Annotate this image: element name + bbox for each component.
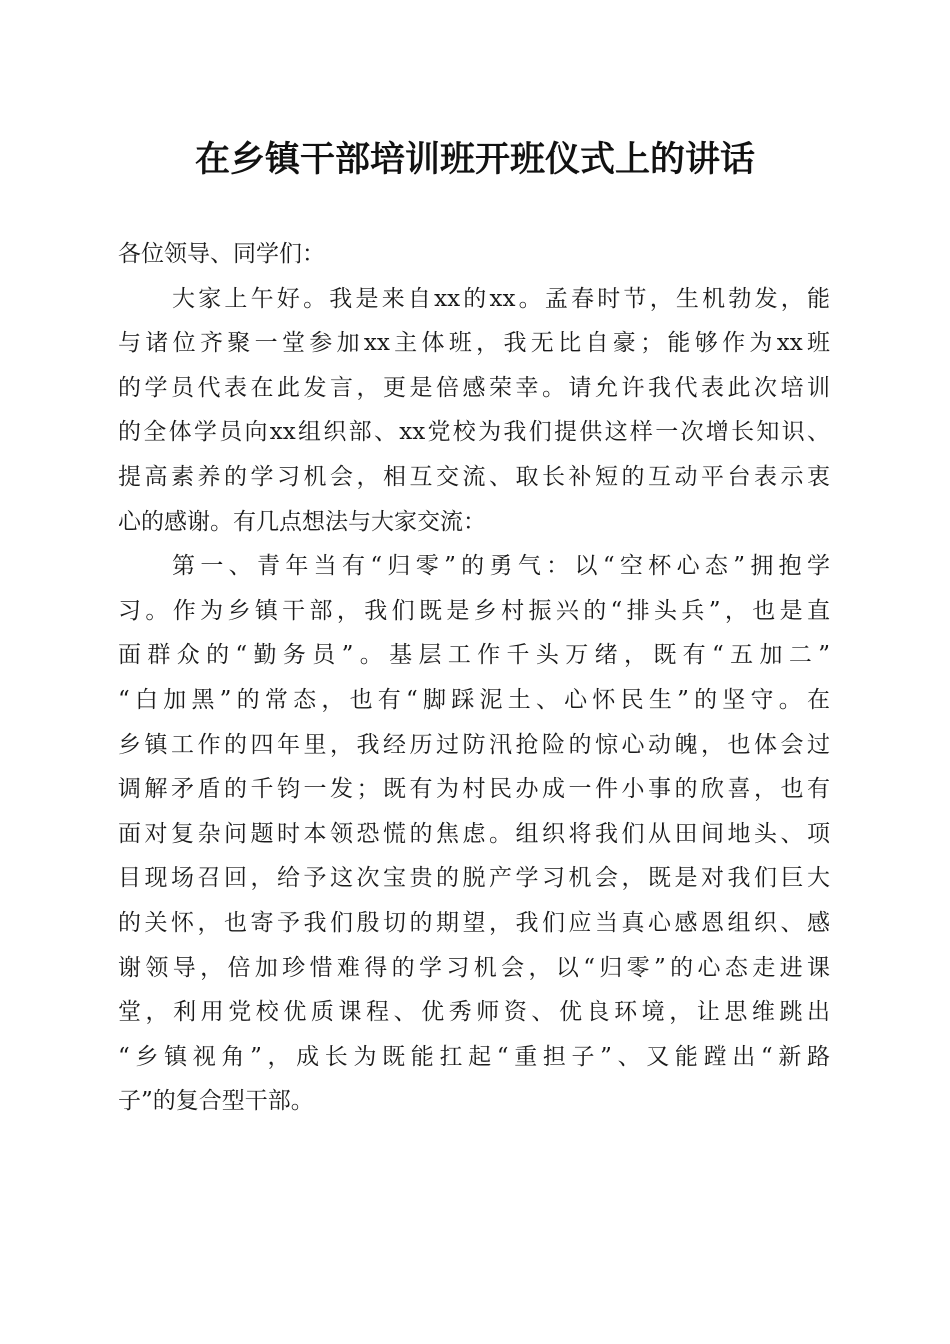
paragraph-line: 堂，利用党校优质课程、优秀师资、优良环境，让思维跳出: [118, 999, 830, 1026]
paragraph-line: 大家上午好。我是来自xx的xx。孟春时节，生机勃发，能: [172, 285, 830, 312]
paragraph-line: 提高素养的学习机会，相互交流、取长补短的互动平台表示衷: [118, 463, 830, 490]
paragraph-line: 的学员代表在此发言，更是倍感荣幸。请允许我代表此次培训: [118, 374, 830, 401]
paragraph-line: 面对复杂问题时本领恐慌的焦虑。组织将我们从田间地头、项: [118, 820, 830, 847]
document-body: [118, 232, 830, 1124]
paragraph-line: 的关怀，也寄予我们殷切的期望，我们应当真心感恩组织、感: [118, 909, 830, 936]
paragraph-line: 调解矛盾的千钧一发；既有为村民办成一件小事的欣喜，也有: [118, 776, 830, 803]
salutation: 各位领导、同学们：: [118, 241, 325, 267]
document-title: 在乡镇干部培训班开班仪式上的讲话: [194, 139, 755, 180]
paragraph-1: [118, 277, 830, 545]
paragraph-line: 目现场召回，给予这次宝贵的脱产学习机会，既是对我们巨大: [118, 865, 830, 892]
paragraph-line: 第一、青年当有“归零”的勇气：以“空杯心态”拥抱学: [172, 553, 830, 580]
paragraph-line: 与诸位齐聚一堂参加xx主体班，我无比自豪；能够作为xx班: [118, 330, 830, 357]
paragraph-line: “白加黑”的常态，也有“脚踩泥土、心怀民生”的坚守。在: [118, 686, 830, 713]
paragraph-2: [118, 544, 830, 1124]
paragraph-line: 乡镇工作的四年里，我经历过防汛抢险的惊心动魄，也体会过: [118, 731, 830, 758]
paragraph-line: 习。作为乡镇干部，我们既是乡村振兴的“排头兵”，也是直: [118, 597, 830, 624]
paragraph-line: 子”的复合型干部。: [118, 1088, 314, 1115]
paragraph-line: 的全体学员向xx组织部、xx党校为我们提供这样一次增长知识、: [118, 419, 830, 446]
paragraph-line: “乡镇视角”，成长为既能扛起“重担子”、又能蹚出“新路: [118, 1043, 830, 1070]
paragraph-line: 面群众的“勤务员”。基层工作千头万绪，既有“五加二”: [118, 642, 830, 669]
paragraph-line: 心的感谢。有几点想法与大家交流：: [118, 508, 486, 535]
paragraph-line: 谢领导，倍加珍惜难得的学习机会，以“归零”的心态走进课: [118, 954, 830, 981]
